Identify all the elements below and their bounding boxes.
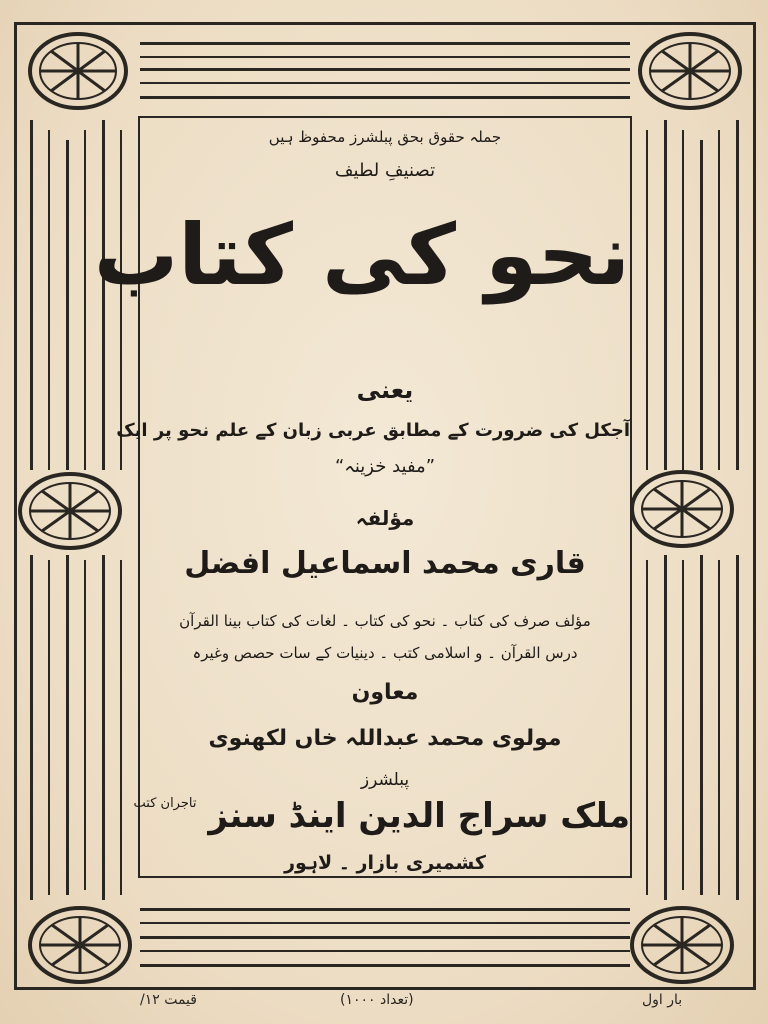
rights-notice: جملہ حقوق بحق پبلشرز محفوظ ہیں [268,128,502,146]
book-title: نحو کی کتاب [93,206,630,304]
author-name: قاری محمد اسماعیل افضل [184,546,586,581]
price-label: قیمت ۱۲/ [140,992,197,1008]
author-label: مؤلفہ [355,506,415,530]
wheel-ornament-icon [26,904,134,986]
wheel-ornament-icon [16,470,124,552]
publisher-block [133,796,630,836]
treasure-phrase: ”مفید خزینہ“ [334,456,436,477]
wheel-ornament-icon [26,30,130,112]
publisher-name: ملک سراج الدین اینڈ سنز [208,796,630,836]
author-works-line1: مؤلف صرف کی کتاب ۔ نحو کی کتاب ۔ لغات کی کتاب بینا القرآن [179,612,591,630]
edition-label: بار اول [642,992,683,1008]
wheel-ornament-icon [628,904,736,986]
assistant-name: مولوی محمد عبداللہ خاں لکھنوی [208,726,562,751]
authorship-label: تصنیفِ لطیف [334,160,436,181]
publisher-tag: تاجران کتب [133,796,197,811]
wheel-ornament-icon [628,468,736,550]
author-works-line2: درس القرآن ۔ و اسلامی کتب ۔ دینیات کے سات حصص وغیرہ [192,644,578,662]
quantity-label: (تعداد ۱۰۰۰) [340,992,414,1008]
wheel-ornament-icon [636,30,744,112]
publishers-label: پبلشرز [360,770,410,790]
subtitle-word: یعنی [356,376,414,404]
publisher-address: کشمیری بازار ۔ لاہور [284,852,486,874]
assistant-label: معاون [351,680,419,705]
book-description: آجکل کی ضرورت کے مطابق عربی زبان کے علم نحو پر ایک [116,420,630,441]
